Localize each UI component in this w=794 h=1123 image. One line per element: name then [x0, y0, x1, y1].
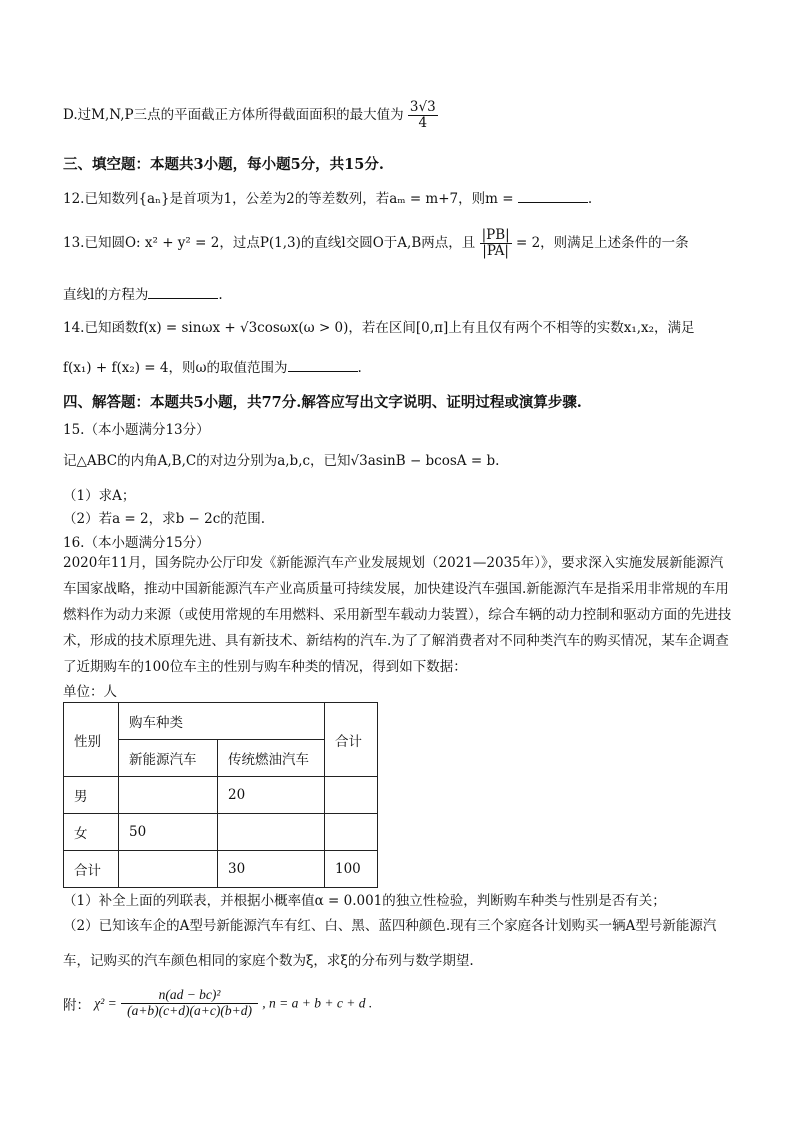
cell-male-new [119, 777, 218, 814]
cell-male-total [325, 777, 378, 814]
q13-fraction-numerator: |PB| [481, 227, 510, 243]
q15-part1: （1）求A； [63, 488, 136, 504]
header-gender: 性别 [64, 703, 119, 777]
q13-fraction-denominator: |PA| [482, 242, 509, 259]
q15-header: 15.（本小题满分13分） [63, 422, 210, 438]
q16-header: 16.（本小题满分15分） [63, 535, 210, 551]
section4-heading: 四、解答题：本题共5小题，共77分.解答应写出文字说明、证明过程或演算步骤. [63, 394, 582, 411]
q13-text-b: = 2，则满足上述条件的一条 [515, 234, 689, 251]
header-car-type: 购车种类 [119, 703, 325, 740]
chi-square-denominator: (a+b)(c+d)(a+c)(b+d) [127, 1002, 252, 1018]
q12-end: . [587, 191, 593, 207]
row-total: 合计 [64, 851, 119, 888]
q16-unit: 单位：人 [63, 684, 117, 700]
q16-part1: （1）补全上面的列联表，并根据小概率值α = 0.001的独立性检验，判断购车种类与性别是否有关； [63, 893, 666, 909]
q16-part2-line2: 车，记购买的汽车颜色相同的家庭个数为ξ，求ξ的分布列与数学期望. [63, 953, 474, 969]
q13-answer-blank [148, 286, 218, 299]
header-total: 合计 [325, 703, 378, 777]
contingency-table [63, 702, 378, 888]
q13 [63, 228, 689, 259]
q15-part2: （2）若a = 2，求b − 2c的范围. [63, 511, 266, 527]
q11-fraction-numerator: 3√3 [409, 99, 436, 115]
q14-answer-blank [288, 359, 358, 372]
q14-end: . [357, 360, 362, 376]
q11-option-d [63, 100, 438, 131]
q11-fraction [408, 100, 438, 131]
chi-square-numerator: n(ad − bc)² [121, 988, 258, 1004]
row-female: 女 [64, 814, 119, 851]
section3-heading: 三、填空题：本题共3小题，每小题5分，共15分. [63, 156, 384, 173]
q16-paragraph: 2020年11月，国务院办公厅印发《新能源汽车产业发展规划（2021—2035年）》，要求深入实施发展新能源汽车国家战略，推动中国新能源汽车产业高质量可持续发展，加快建设汽车强国.新能源汽车是指采用非常规的车用燃料作为动力来源（或使用常规的车用燃料、采用新型车载动力装置），综合车辆的动力控制和驱动方面的先进技术，形成的技术原理先进、具有新技术、新结构的汽车.为了了解消费者对不同种类汽车的购买情况，某车企调查了近期购车的100位车主的性别与购车种类的情况，得到如下数据： [63, 555, 732, 675]
cell-total-total: 100 [325, 851, 378, 888]
cell-female-fuel [218, 814, 325, 851]
chi-square-fraction [121, 988, 258, 1019]
q13-text-c: 直线l的方程为 [63, 287, 149, 303]
q13-line2 [63, 283, 223, 303]
q11-option-d-text: D.过M,N,P三点的平面截正方体所得截面面积的最大值为 [63, 106, 404, 123]
q12-text: 12.已知数列{aₙ}是首项为1，公差为2的等差数列，若aₘ = m+7，则m = [63, 191, 518, 207]
n-definition: , n = a + b + c + d . [262, 995, 373, 1011]
q12-answer-blank [518, 190, 588, 203]
table-row [64, 814, 378, 851]
q13-end: . [218, 287, 223, 303]
table-row [64, 777, 378, 814]
q14-text-b: f(x₁) + f(x₂) = 4，则ω的取值范围为 [63, 360, 288, 376]
q16-appendix [63, 988, 372, 1019]
appendix-label: 附： [63, 997, 90, 1014]
q15-stem: 记△ABC的内角A,B,C的对边分别为a,b,c，已知√3asinB − bcosA = b. [63, 453, 500, 469]
q13-fraction [480, 228, 512, 259]
table-row [64, 703, 378, 740]
q12 [63, 187, 592, 207]
cell-male-fuel: 20 [218, 777, 325, 814]
q16-part2-line1: （2）已知该车企的A型号新能源汽车有红、白、黑、蓝四种颜色.现有三个家庭各计划购买一辆A型号新能源汽 [63, 918, 717, 934]
q13-text-a: 13.已知圆O: x² + y² = 2，过点P(1,3)的直线l交圆O于A,B两点，且 [63, 234, 476, 251]
row-male: 男 [64, 777, 119, 814]
q11-fraction-denominator: 4 [418, 114, 428, 131]
q14-line2 [63, 356, 362, 376]
cell-female-total [325, 814, 378, 851]
cell-female-new: 50 [119, 814, 218, 851]
table-row [64, 851, 378, 888]
header-new-energy: 新能源汽车 [119, 740, 218, 777]
q14: 14.已知函数f(x) = sinωx + √3cosωx(ω > 0)，若在区间[0,π]上有且仅有两个不相等的实数x₁,x₂，满足 [63, 320, 695, 336]
cell-total-new [119, 851, 218, 888]
chi-square-lhs: χ² = [94, 995, 117, 1011]
cell-total-fuel: 30 [218, 851, 325, 888]
header-fuel-car: 传统燃油汽车 [218, 740, 325, 777]
